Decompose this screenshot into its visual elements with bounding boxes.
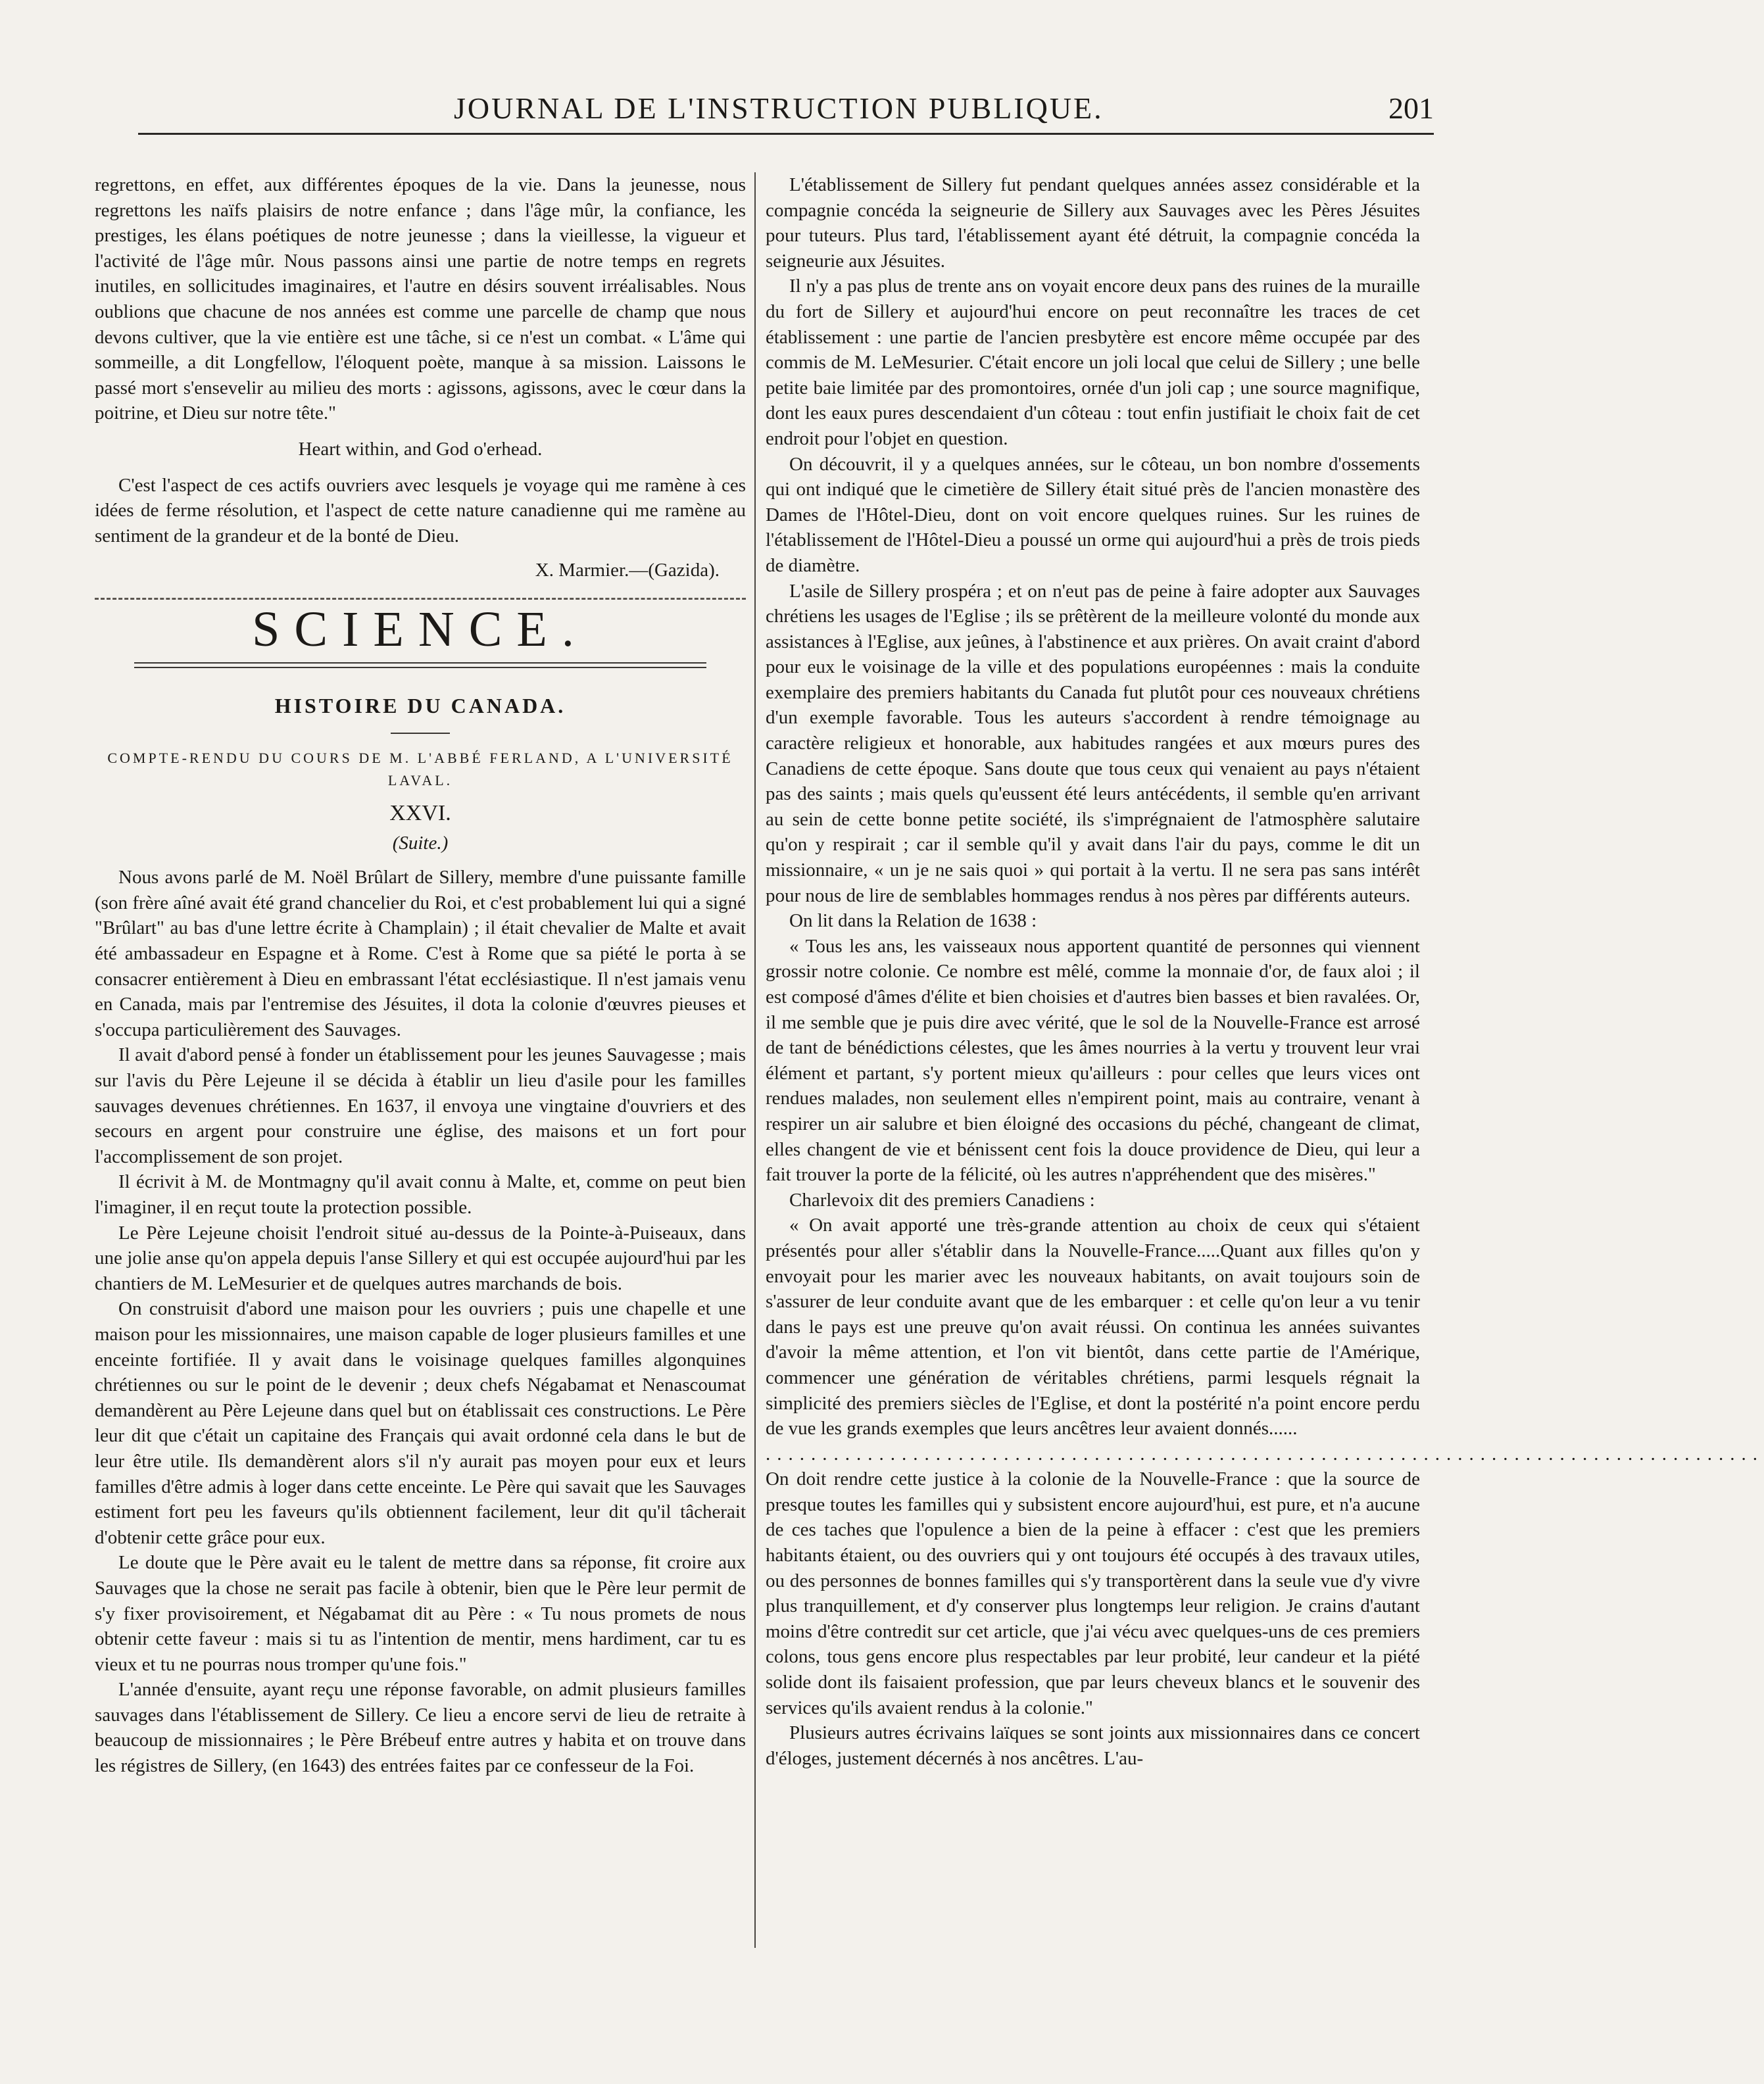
article-paragraph: Il avait d'abord pensé à fonder un établissement pour les jeunes Sauvagesse ; mais sur l'avis du Père Lejeune il se décida à établir un lieu d'asile pour les familles sauvages devenues chrétiennes. En 1637, il envoya une vingtaine d'ouvriers et des secours en argent pour construire une église, des maisons et un fort pour l'accomplissement de son projet.: [95, 1044, 746, 1167]
article-paragraph: On découvrit, il y a quelques années, sur le côteau, un bon nombre d'ossements qui ont indiqué que le cimetière de Sillery était situé près de l'ancien monastère des Dames de l'Hôtel-Dieu, dont on voit encore quelques ruines. Sur les ruines de l'établissement de l'Hôtel-Dieu a poussé un orme qui aujourd'hui a près de trois pieds de diamètre.: [766, 453, 1420, 576]
right-column: [766, 172, 1764, 1771]
quoted-paragraph: « Tous les ans, les vaisseaux nous apportent quantité de personnes qui viennent grossir notre colonie. Ce nombre est mêlé, comme la monnaie d'or, de faux aloi ; il est composé d'âmes d'élite et bien choisies et d'autres bien basses et bien ravalées. Or, il me semble que je puis dire avec vérité, que le sol de la Nouvelle-France est arrosé de tant de bénédictions célestes, que les âmes nourries à la vertu y trouvent leur vrai élément et partant, s'y portent mieux qu'ailleurs : pour celles que leurs vices ont rendues malades, non seulement elles n'empirent point, mais au contraire, venant à respirer un air salubre et bien éloigné des occasions du péché, changeant de climat, elles changent de vie et bénissent cent fois la douce providence de Dieu, qui leur a fait trouver la porte de la félicité, où les autres n'appréhendent que des misères.": [766, 935, 1420, 1186]
short-rule: [391, 733, 450, 734]
article-paragraph: L'asile de Sillery prospéra ; et on n'eut pas de peine à faire adopter aux Sauvages chrétiens les usages de l'Eglise ; ils se prêtèrent de la meilleure volonté du monde aux assistances à l'Eglise, aux jeûnes, à l'abstinence et aux prières. On avait craint d'abord pour eux le voisinage de la ville et des populations européennes : mais la conduite exemplaire des premiers habitants du Canada fut plutôt pour ces nouveaux chrétiens d'un exemple favorable. Tous les auteurs s'accordent à rendre témoignage au caractère religieux et honorable, aux habitudes rangées et aux mœurs pures des Canadiens de cette époque. Sans doute que tous ceux qui venaient au pays n'étaient pas des saints ; mais quels qu'eussent été leurs antécédents, il semble qu'en arrivant au sein de cette bonne petite société, ils s'imprégnaient de l'atmosphère salutaire qu'on y respirait ; car il semble qu'il y avait dans l'air du pays, comme le dit un missionnaire, « un je ne sais quoi » qui portait à la vertu. Il ne sera pas sans intérêt pour nous de lire de semblables hommages rendus à nos pères par différents auteurs.: [766, 580, 1420, 906]
subsection-title: HISTOIRE DU CANADA.: [274, 693, 566, 717]
journal-title: JOURNAL DE L'INSTRUCTION PUBLIQUE.: [454, 91, 1104, 125]
ellipsis-line: ........................................................................................: [766, 1443, 1764, 1465]
left-column: [95, 172, 746, 1779]
page-header: [99, 85, 1434, 132]
article-paragraph: L'établissement de Sillery fut pendant quelques années assez considérable et la compagnie concéda la seigneurie de Sillery aux Sauvages avec les Pères Jésuites pour tuteurs. Plus tard, l'établissement ayant été détruit, la compagnie concéda la seigneurie aux Jésuites.: [766, 174, 1420, 272]
english-quote: Heart within, and God o'erhead.: [298, 438, 543, 460]
article-paragraph: On construisit d'abord une maison pour les ouvriers ; puis une chapelle et une maison pour les missionnaires, une maison capable de loger plusieurs familles et une enceinte fortifiée. Il y avait dans le voisinage quelques familles algonquines chrétiennes ou sur le point de le devenir ; deux chefs Négabamat et Nenascoumat demandèrent au Père Lejeune dans quel but on établissait ces constructions. Le Père leur dit que c'était un capitaine des Français qui avait ordonné cela dans le but de leur être utile. Ils demandèrent alors s'il n'y aurait pas moyen pour eux et leurs familles d'être admis à loger dans cette enceinte. Le Père qui savait que les Sauvages estiment fort peu les faveurs qu'ils obtiennent facilement, leur dit qu'il tâcherait d'obtenir cette grâce pour eux.: [95, 1298, 746, 1548]
quoted-paragraph: On doit rendre cette justice à la colonie de la Nouvelle-France : que la source de presque toutes les familles qui y subsistent encore aujourd'hui, est pure, et n'a aucune de ces taches que l'opulence a bien de la peine à effacer : c'est que les premiers habitants étaient, ou des ouvriers qui y ont toujours été occupés à des travaux utiles, ou des personnes de bonnes familles qui s'y transportèrent dans la seule vue d'y vivre plus tranquillement, et d'y conserver plus longtemps leur religion. Je crains d'autant moins d'être contredit sur cet article, que j'ai vécu avec quelques-uns de ces premiers colons, tous gens encore plus respectables par leur probité, leur candeur et la piété solide dont ils faisaient profession, que par leurs cheveux blancs et le souvenir des services qu'ils avaient rendus à la colonie.": [766, 1468, 1420, 1718]
article-paragraph: On lit dans la Relation de 1638 :: [789, 910, 1037, 932]
article-paragraph: L'année d'ensuite, ayant reçu une réponse favorable, on admit plusieurs familles sauvages dans l'établissement de Sillery. Ce lieu a encore servi de lieu de retraite à beaucoup de missionnaires ; le Père Brébeuf entre autres y habita et on trouve dans les régistres de Sillery, (en 1643) des entrées faites par ce confesseur de la Foi.: [95, 1679, 746, 1777]
article-paragraph: C'est l'aspect de ces actifs ouvriers avec lesquels je voyage qui me ramène à ces idées de ferme résolution, et l'aspect de cette nature canadienne qui me ramène au sentiment de la grandeur et de la bonté de Dieu.: [95, 474, 746, 546]
article-subtitle: COMPTE-RENDU DU COURS DE M. L'ABBÉ FERLAND, A L'UNIVERSITÉ LAVAL.: [107, 750, 733, 789]
article-paragraph: Charlevoix dit des premiers Canadiens :: [789, 1189, 1095, 1211]
chapter-number: XXVI.: [389, 801, 451, 826]
header-rule: [138, 133, 1434, 135]
quoted-paragraph: « On avait apporté une très-grande attention au choix de ceux qui s'étaient présentés pour aller s'établir dans la Nouvelle-France.....Quant aux filles qu'on y envoyait pour les marier avec les nouveaux habitants, on avait toujours soin de s'assurer de leur conduite avant que de les embarquer : et celle qu'on leur a vu tenir dans le pays est une preuve qu'on avait réussi. On continua les années suivantes d'avoir la même attention, et l'on vit bientôt, dans cette partie de l'Amérique, commencer une génération de véritables chrétiens, parmi lesquels régnait la simplicité des premiers siècles de l'Eglise, et dont la postérité n'a point encore perdu de vue les grands exemples que leurs ancêtres leur avaient donnés......: [766, 1215, 1420, 1440]
double-rule: [134, 662, 706, 668]
page-number: 201: [1388, 91, 1434, 125]
article-paragraph: Plusieurs autres écrivains laïques se sont joints aux missionnaires dans ce concert d'éloges, justement décernés à nos ancêtres. L'au-: [766, 1722, 1420, 1769]
section-divider: [95, 598, 746, 600]
article-paragraph: Il n'y a pas plus de trente ans on voyait encore deux pans des ruines de la muraille du fort de Sillery et aujourd'hui encore on peut reconnaître les traces de cet établissement : une partie de l'ancien presbytère est encore même occupée par des commis de M. LeMesurier. C'était encore un joli local que celui de Sillery ; une belle petite baie limitée par des promontoires, ornée d'un joli cap ; une source magnifique, dont les eaux pures descendaient d'un côteau : tout enfin justifiait le choix fait de cet endroit pour l'objet en question.: [766, 276, 1420, 449]
section-title: SCIENCE.: [252, 601, 589, 657]
article-signature: X. Marmier.—(Gazida).: [535, 560, 720, 581]
article-paragraph: Nous avons parlé de M. Noël Brûlart de Sillery, membre d'une puissante famille (son frère aîné avait été grand chancelier du Roi, et c'est probablement lui qui a signé "Brûlart" au bas d'une lettre écrite à Champlain) ; il était chevalier de Malte et avait été ambassadeur en Espagne et à Rome. C'est à Rome que sa piété le porta à se consacrer entièrement à Dieu en embrassant l'état ecclésiastique. Il n'est jamais venu en Canada, mais par l'entremise des Jésuites, il dota la colonie d'œuvres pieuses et s'occupa particulièrement des Sauvages.: [95, 867, 746, 1040]
article-paragraph: Il écrivit à M. de Montmagny qu'il avait connu à Malte, et, comme on peut bien l'imaginer, il en reçut toute la protection possible.: [95, 1171, 746, 1218]
article-paragraph: Le Père Lejeune choisit l'endroit situé au-dessus de la Pointe-à-Puiseaux, dans une jolie anse qu'on appela depuis l'anse Sillery et qui est occupée aujourd'hui par les chantiers de M. LeMesurier et de quelques autres marchands de bois.: [95, 1222, 746, 1294]
column-divider: [754, 172, 756, 1948]
article-paragraph: regrettons, en effet, aux différentes époques de la vie. Dans la jeunesse, nous regrettons les naïfs plaisirs de notre enfance ; dans l'âge mûr, la confiance, les prestiges, les élans poétiques de notre jeunesse ; dans la vieillesse, la vigueur et l'activité de l'âge mûr. Nous passons ainsi une partie de notre temps en regrets inutiles, en sollicitudes imaginaires, et l'autre en désirs souvent irréalisables. Nous oublions que chacune de nos années est comme une parcelle de champ que nous devons cultiver, que la vie entière est une tâche, si ce n'est un combat. « L'âme qui sommeille, a dit Longfellow, l'éloquent poète, manque à sa mission. Laissons le passé mort s'ensevelir au milieu des morts : agissons, agissons, avec le cœur dans la poitrine, et Dieu sur notre tête.": [95, 174, 746, 424]
article-paragraph: Le doute que le Père avait eu le talent de mettre dans sa réponse, fit croire aux Sauvages que la chose ne serait pas facile à obtenir, bien que le Père leur permit de s'y fixer provisoirement, et Négabamat dit au Père : « Tu nous promets de nous obtenir cette faveur : mais si tu as l'intention de mentir, mens hardiment, car tu es vieux et tu ne pourras nous tromper qu'une fois.": [95, 1552, 746, 1675]
suite-label: (Suite.): [392, 832, 449, 854]
